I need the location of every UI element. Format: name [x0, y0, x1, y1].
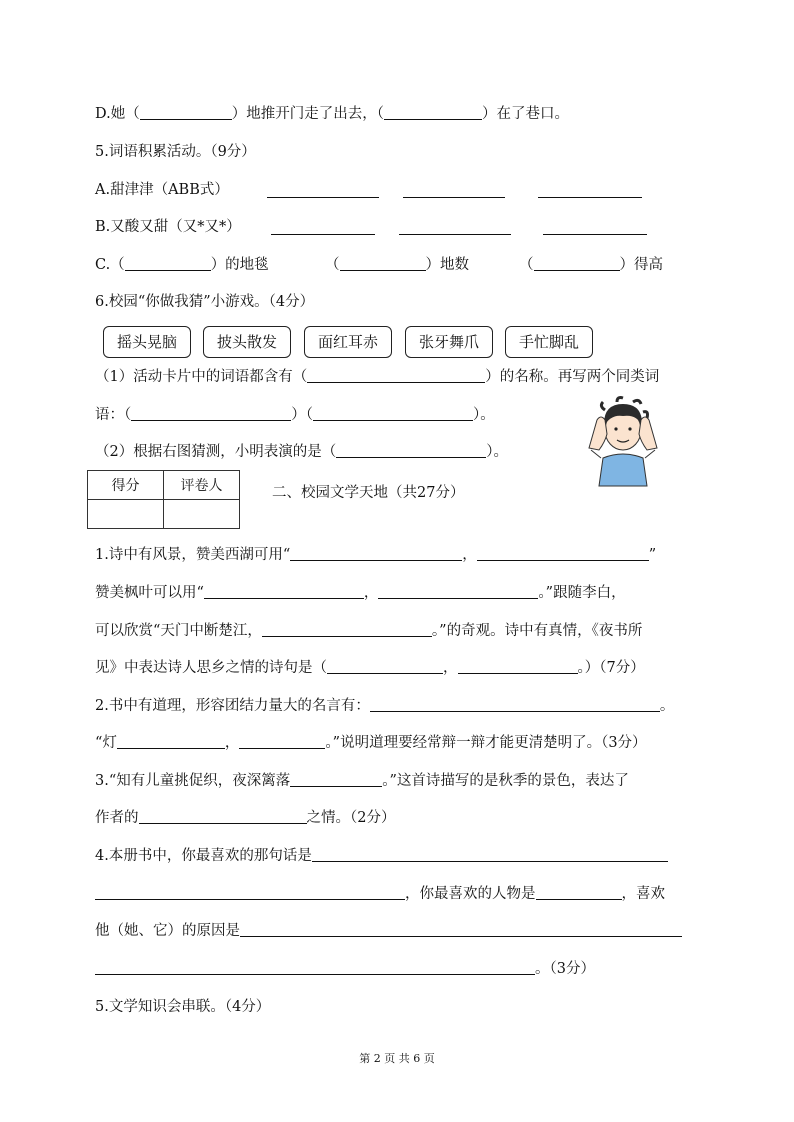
text: D.她（: [95, 106, 140, 122]
text: 3.“知有儿童挑促织，夜深篱落: [95, 773, 291, 789]
blank-field[interactable]: [240, 921, 682, 937]
text: 。: [659, 698, 675, 714]
item-d-line: [95, 104, 569, 124]
text: 。”这首诗描写的是秋季的景色，表达了: [382, 773, 629, 789]
word-card: 手忙脚乱: [505, 326, 593, 358]
text: 可以欣赏“天门中断楚江，: [95, 623, 262, 639]
blank-field[interactable]: [477, 545, 649, 561]
text: （1）活动卡片中的词语都含有（: [95, 369, 308, 385]
blank-field[interactable]: [399, 219, 511, 235]
blank-field[interactable]: [271, 219, 375, 235]
blank-field[interactable]: [125, 255, 211, 271]
score-header: 得分: [88, 471, 164, 500]
text: 。（3分）: [535, 961, 595, 977]
text: 4.本册书中，你最喜欢的那句话是: [95, 848, 312, 864]
text: 。”的奇观。诗中有真情，《夜书所: [431, 623, 643, 639]
text: ，: [443, 660, 458, 676]
text: 语：（: [95, 407, 132, 423]
question-6-2: [95, 442, 508, 462]
text: ，: [462, 547, 477, 563]
word-card: 披头散发: [203, 326, 291, 358]
text: ）在了巷口。: [481, 106, 569, 122]
part-1-line-3: [95, 621, 642, 641]
text: 1.诗中有风景，赞美西湖可用“: [95, 547, 291, 563]
text: 他（她、它）的原因是: [95, 923, 240, 939]
text: C.（: [95, 257, 125, 273]
text: ，: [224, 735, 240, 751]
text: ）。: [486, 444, 508, 460]
text: 之情。（2分）: [306, 810, 396, 826]
blank-field[interactable]: [327, 658, 443, 674]
text: 赞美枫叶可以用“: [95, 585, 204, 601]
blank-field[interactable]: [313, 405, 473, 421]
part-3-line-1: [95, 771, 629, 791]
blank-field[interactable]: [536, 884, 622, 900]
blank-field[interactable]: [534, 255, 620, 271]
text: ）地推开门走了出去，（: [231, 106, 384, 122]
part-1-line-4: [95, 658, 645, 678]
question-5-title: 5.词语积累活动。（9分）: [95, 144, 256, 160]
blank-field[interactable]: [140, 104, 232, 120]
word-card: 面红耳赤: [304, 326, 392, 358]
text: 见》中表达诗人思乡之情的诗句是（: [95, 660, 327, 676]
text: 2.书中有道理，形容团结力量大的名言有：: [95, 698, 370, 714]
blank-field[interactable]: [262, 621, 432, 637]
text: 。）（7分）: [577, 660, 645, 676]
part-1-line-2: [95, 583, 626, 603]
blank-field[interactable]: [239, 733, 325, 749]
blank-field[interactable]: [312, 846, 668, 862]
question-5b: [95, 217, 655, 237]
text: 。”跟随李白，: [538, 585, 626, 601]
page-footer: 第 2 页 共 6 页: [359, 1052, 435, 1065]
text: ”: [648, 547, 657, 563]
blank-field[interactable]: [95, 884, 405, 900]
blank-field[interactable]: [336, 442, 486, 458]
blank-field[interactable]: [267, 182, 379, 198]
part-2-line-1: [95, 696, 674, 716]
blank-field[interactable]: [543, 219, 647, 235]
score-cell[interactable]: [88, 500, 164, 529]
text: 作者的: [95, 810, 139, 826]
question-5c: [95, 255, 675, 275]
boy-covering-ears-illustration: [577, 396, 669, 488]
text: ，你最喜欢的人物是: [405, 886, 536, 902]
part-1-line-1: [95, 545, 656, 565]
text: （2）根据右图猜测，小明表演的是（: [95, 444, 337, 460]
blank-field[interactable]: [378, 583, 538, 599]
part-4-line-2: [95, 884, 665, 904]
part-4-line-3: [95, 921, 682, 941]
word-card: 张牙舞爪: [405, 326, 493, 358]
text: ）（: [291, 407, 313, 423]
text: （ ）得高: [519, 257, 663, 273]
blank-field[interactable]: [139, 808, 307, 824]
text: “灯: [95, 735, 117, 751]
grader-cell[interactable]: [164, 500, 240, 529]
question-6-title: 6.校园“你做我猜”小游戏。（4分）: [95, 294, 315, 310]
word-card: 摇头晃脑: [103, 326, 191, 358]
blank-field[interactable]: [204, 583, 364, 599]
blank-field[interactable]: [370, 696, 660, 712]
blank-field[interactable]: [290, 545, 462, 561]
blank-field[interactable]: [307, 367, 485, 383]
blank-field[interactable]: [384, 104, 482, 120]
blank-field[interactable]: [95, 959, 535, 975]
text: （ ）地数: [325, 257, 469, 273]
part-3-line-2: [95, 808, 395, 828]
part-4-line-1: [95, 846, 668, 866]
text: 。”说明道理要经常辩一辩才能更清楚明了。（3分）: [325, 735, 647, 751]
blank-field[interactable]: [403, 182, 505, 198]
part-4-line-4: [95, 959, 595, 979]
question-6-1: [95, 367, 659, 387]
question-5a: [95, 180, 655, 200]
score-table: [87, 470, 240, 529]
grader-header: 评卷人: [164, 471, 240, 500]
text: ，喜欢: [621, 886, 665, 902]
text: ）的地毯: [210, 257, 269, 273]
text: ，: [363, 585, 379, 601]
blank-field[interactable]: [538, 182, 642, 198]
question-6-1-cont: [95, 405, 495, 425]
blank-field[interactable]: [117, 733, 225, 749]
section-2-title: 二、校园文学天地（共27分）: [272, 485, 465, 501]
text: ）的名称。再写两个同类词: [485, 369, 660, 385]
blank-field[interactable]: [290, 771, 382, 787]
blank-field[interactable]: [340, 255, 426, 271]
part-5-title: 5.文学知识会串联。（4分）: [95, 999, 271, 1015]
blank-field[interactable]: [131, 405, 291, 421]
text: A.甜津津（ABB式）: [95, 182, 229, 198]
text: B.又酸又甜（又*又*）: [95, 219, 241, 235]
part-2-line-2: [95, 733, 647, 753]
text: ）。: [473, 407, 495, 423]
blank-field[interactable]: [458, 658, 578, 674]
